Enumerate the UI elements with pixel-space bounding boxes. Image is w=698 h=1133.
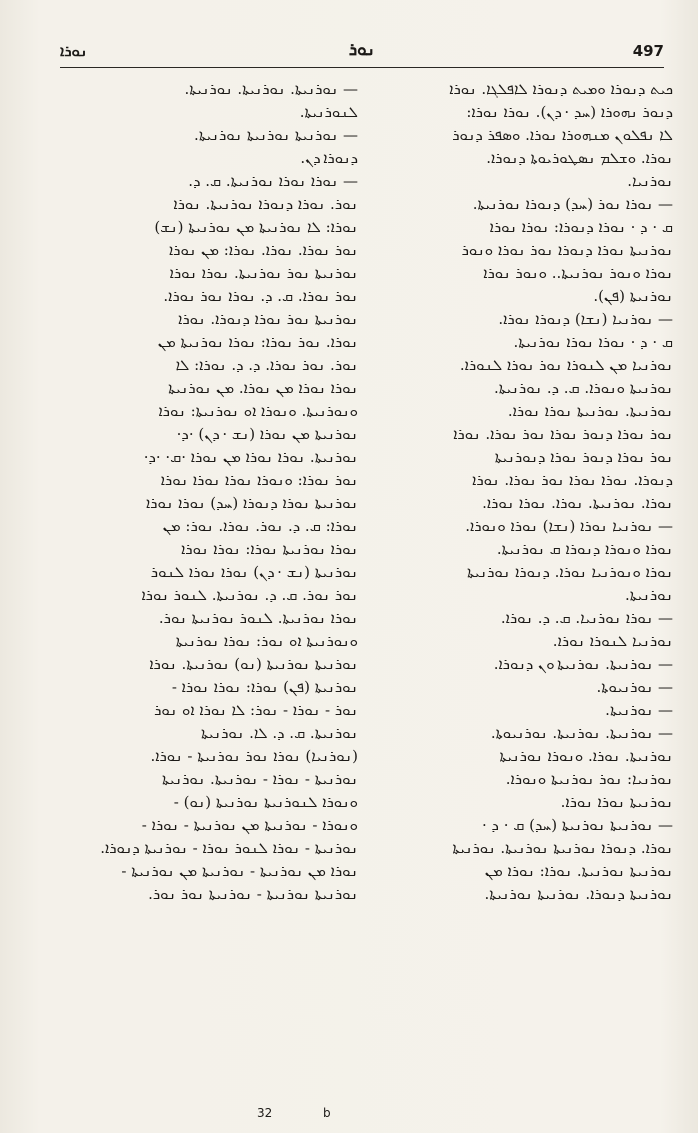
page-footer [0, 1106, 698, 1122]
running-head-left: ܢܘܪܐ [60, 42, 88, 60]
text-line: ܢܘܪ ܢܘܪܐ. ܢܘܪܐ. ܢܘܪܐ: ܡܢ ܢܘܪܐ [168, 241, 358, 259]
text-line: ܢܘܪܢܝܬܐ ܢܘܪ ܢܘܪܢܝܬܐ. ܢܘܪܐ ܢܘܪܐ [169, 264, 358, 282]
text-line: ܕܢܘܪܐ. ܢܘܪܐ ܢܘܪܐ ܢܘܪ ܢܘܪܐ. ܢܘܪܐ [472, 471, 673, 489]
text-line: ܢܘܪܐ: ܠܐ ܢܘܪܢܝܬܐ ܡܢ ܢܘܪܢܝܬܐ (ܢܫ) [154, 218, 358, 236]
text-line: ܢܘܪܢܝܬܐ ܢܘܪܐ ܢܘܪܐ. [560, 793, 673, 811]
text-line: ܢܘܪ ܢܘܪ. ܩ. ܕ. ܢܘܪܢܝܬܐ. ܠܢܘܪ ܢܘܪܐ [141, 586, 358, 604]
text-line: — ܢܘܪܐ ܢܘܪ (ܚܕ) ܕܢܘܪܐ ܢܘܪܢܝܬܐ. [472, 195, 673, 213]
text-line: ܢܘܪܐ ܢܘܪܐ ܡܢ ܢܘܪܐ. ܡܢ ܢܘܪܢܝܬܐ [168, 379, 358, 397]
page-header [60, 38, 664, 68]
text-line: ܢܘܪܢܝܐ ܡܢ ܠܢܘܪܐ ܢܘܪ ܢܘܪܐ ܠܢܘܪܐ. [459, 356, 673, 374]
text-line: — ܢܘܪܢܝܬܐ. ܢܘܪܢܝܬܐ ܘܢ ܕܢܘܪܐ. [493, 655, 673, 673]
text-line: ܢܘܪܐ ܘܢܘܪ ܢܘܪܢܝܬܐ.. ܘܢܘܪ ܢܘܪܐ [483, 264, 673, 282]
text-line: ܢܘܪܢܝܬܐ ܕܢܘܪܐ. ܢܘܪܢܝܬܐ ܢܘܪܢܝܬܐ. [484, 885, 673, 903]
text-line: ܠܐ ܢܦܠܘܢ ܡܢܗܘܪܐ ܢܘܪܐ. ܘܣܦܪ ܕܢܘܪ [452, 126, 673, 144]
text-line: ܢܘܪܢܝܬܐ (ܦܢ). [593, 287, 673, 305]
text-line: ܘܢܘܪܢܝܬܐ ܐܘ ܢܘܪ: ܢܘܪܐ ܢܘܪܢܝܬܐ [175, 632, 358, 650]
text-line: ܩ · ܕ · ܢܘܪܐ ܢܘܪܐ ܢܘܪܢܝܬܐ. [513, 333, 673, 351]
text-line: — ܢܘܪܢܝܐ (ܢܫܐ) ܕܢܘܪܐ ܢܘܪܐ. [498, 310, 673, 328]
text-line: ܢܘܪܢܝܬܐ. ܢܘܪܢܝܬܐ ܢܘܪܐ ܢܘܪܐ. [507, 402, 673, 420]
text-line: ܢܘܪ ܢܘܪܐ. ܩ. ܕ. ܢܘܪܐ ܢܘܪ ܢܘܪܐ. [163, 287, 358, 305]
text-line: ܢܘܪܐ ܡܢ ܢܘܪܢܝܬܐ - ܢܘܪܢܝܬܐ ܡܢ ܢܘܪܢܝܬܐ - [121, 862, 358, 880]
text-line: — ܢܘܪܢܝܬܐ. [605, 701, 673, 719]
text-line: ܢܘܪܢܝܬܐ ܢܘܪܢܝܬܐ. ܢܘܪܐ: ܢܘܪܐ ܡܢ [484, 862, 673, 880]
text-line: ܢܘܪܢܝܬܐ ܢܘܪܐ ܕܢܘܪܐ ܢܘܪ ܢܘܪܐ ܘܢܘܪ [461, 241, 673, 259]
text-line: ܢܘܪܢܝܬܐ - ܢܘܪܐ ܠܢܘܪ ܢܘܪܐ - ܢܘܪܢܝܬܐ ܕܢܘܪܐ. [100, 839, 358, 857]
text-line: ܢܘܪܐ. ܢܘܪ ܢܘܪܐ: ܢܘܪܐ ܢܘܪܢܝܬܐ ܡܢ [157, 333, 358, 351]
text-line: ܢܘܪܢܝܬܐ. ܢܘܪܐ ܢܘܪܐ ܡܢ ܢܘܪܐ ·ܩ· ·ܕ· [143, 448, 358, 466]
text-line: ܢܘܪܢܝܐ. [627, 172, 673, 190]
text-line: — ܢܘܪܢܝܬܐ. ܢܘܪܢܝܬܐ. ܢܘܪܢܝܬܐ. [184, 80, 358, 98]
text-line: ܢܘܪܢܝܬܐ. ܩ. ܕ. ܠܐ. ܢܘܪܢܝܬܐ [201, 724, 358, 742]
text-line: ܢܘܪܐ. ܘܫܠܡ ܢܣܛܘܪܝܘܬܐ ܕܢܘܪܐ. [486, 149, 673, 167]
text-line: ܢܘܪܢܝܐ ܠܢܘܪܐ ܢܘܪܐ. [552, 632, 673, 650]
text-line: ܟܝܬ ܕܢܘܪܐ ܘܡܝܬ ܕܢܘܪܐ ܠܐܦܠܓܐ. ܢܘܪܐ [449, 80, 673, 98]
text-line: ܢܘܪܐ. ܢܘܪܢܝܬܐ. ܢܘܪܐ. ܢܘܪܐ ܢܘܪܐ. [482, 494, 673, 512]
text-line: ܢܘܪܢܝܬܐ - ܢܘܪܐ - ܢܘܪܢܝܬܐ. ܢܘܪܢܝܬܐ [162, 770, 358, 788]
text-line: ܢܘܪ ܢܘܪܐ ܕܢܘܪ ܢܘܪܐ ܕܢܘܪܢܝܬܐ [494, 448, 673, 466]
text-line: ܢܘܪܢܝܬܐ ܢܘܪܢܝܬܐ (ܢܘ) ܢܘܪܢܝܬܐ. ܢܘܪܐ [149, 655, 358, 673]
text-line: — ܢܘܪܢܝܬܐ. ܢܘܪܢܝܬܐ. ܢܘܪܢܝܘܬܐ. [490, 724, 673, 742]
signature-number: 32 [257, 1106, 273, 1120]
text-line: ܢܘܪ ܢܘܪܐ ܕܢܘܪ ܢܘܪܐ ܢܘܪ ܢܘܪܐ. ܢܘܪܐ [453, 425, 673, 443]
text-line: ܢܘܪܢܝܬܐ ܘܢܘܪܐ. ܩ. ܕ. ܢܘܪܢܝܬܐ. [494, 379, 673, 397]
text-line: ܕܢܘܪܐ ܕܢ. [300, 149, 358, 167]
running-head-center: ܢܘܪ [348, 40, 376, 60]
text-line: ܢܘܪܢܝܬܐ (ܦܢ) ܢܘܪܐ: ܢܘܪܐ ܢܘܪܐ - [171, 678, 358, 696]
text-line: ܢܘܪ ܢܘܪܐ: ܘܢܘܪܐ ܢܘܪܐ ܢܘܪܐ ܢܘܪܐ [160, 471, 358, 489]
text-column-right [381, 78, 673, 906]
text-line: — ܢܘܪܢܝܬܐ ܢܘܪܢܝܬܐ ܢܘܪܢܝܬܐ. [194, 126, 358, 144]
text-line: ܢܘܪܢܝܬܐ ܡܢ ܢܘܪܐ (ܢܫ · ܕܢ) ·ܕ· [176, 425, 358, 443]
text-line: ܕܢܘܪ ܢܗܘܪܐ (ܚܕ · ܕܢ). ܢܘܪܐ ܢܘܪܐ: [466, 103, 673, 121]
text-line: ܢܘܪ. ܢܘܪ ܢܘܪܐ. ܕ. ܕ. ܢܘܪܐ: ܠܐ [175, 356, 358, 374]
text-line: — ܢܘܪܐ ܢܘܪܢܝܐ. ܩ. ܕ. ܢܘܪܐ. [500, 609, 673, 627]
text-line: ܘܢܘܪܢܝܬܐ. ܘܢܘܪܐ ܐܘ ܢܘܪܢܝܬܐ: ܢܘܪܐ [158, 402, 358, 420]
text-line: ܢܘܪܢܝܬܐ ܢܘܪܐ ܕܢܘܪܐ (ܚܕ) ܢܘܪܐ ܢܘܪܐ [145, 494, 358, 512]
text-line: ܢܘܪܢܝܬܐ. ܢܘܪܐ. ܘܢܘܪܐ ܢܘܪܢܝܬܐ [499, 747, 673, 765]
text-line: — ܢܘܪܢܝܘܬܐ. [596, 678, 673, 696]
text-line: ܢܘܪ. ܢܘܪܐ ܕܢܘܪܐ ܢܘܪܢܝܬܐ. ܢܘܪܐ [173, 195, 358, 213]
text-column-left [66, 78, 358, 906]
text-line: ܢܘܪܢܝܬܐ ܢܘܪܢܝܬܐ - ܢܘܪܢܝܬܐ ܢܘܪ ܢܘܪ. [148, 885, 358, 903]
text-line: ܢܘܪܐ ܢܘܪܢܝܬܐ. ܠܢܘܪ ܢܘܪܢܝܬܐ ܢܘܪ. [158, 609, 358, 627]
signature-letter: b [323, 1106, 331, 1120]
text-line: ܠܢܘܪܢܝܬܐ. [299, 103, 358, 121]
text-line: ܢܘܪܢܝܬܐ ܢܘܪ ܢܘܪܐ ܕܢܘܪܐ. ܢܘܪܐ [178, 310, 358, 328]
text-line: (ܢܘܪܢܝܐ) ܢܘܪܐ ܢܘܪ ܢܘܪܢܝܬܐ - ܢܘܪܐ. [150, 747, 358, 765]
text-line: ܢܘܪܐ. ܕܢܘܪܐ ܢܘܪܢܝܬܐ ܢܘܪܢܝܬܐ. ܢܘܪܢܝܬܐ [452, 839, 673, 857]
text-line: — ܢܘܪܢܝܬܐ ܢܘܪܢܝܬܐ (ܚܕ) ܩ · ܕ · [481, 816, 673, 834]
text-line: ܩ · ܕ · ܢܘܪܐ ܕܢܘܪܐ: ܢܘܪܐ ܢܘܪܐ [489, 218, 673, 236]
text-line: ܢܘܪܐ ܢܘܪܢܝܬܐ ܢܘܪܐ: ܢܘܪܐ ܢܘܪܐ [181, 540, 358, 558]
text-line: ܢܘܪܢܝܐ: ܢܘܪ ܢܘܪܢܝܬܐ ܘܢܘܪܐ. [505, 770, 673, 788]
text-line: ܢܘܪܢܝܬܐ (ܢܫ · ܕܢ) ܢܘܪܐ ܢܘܪܐ ܠܢܘܪ [150, 563, 358, 581]
text-line: ܢܘܪܐ: ܩ. ܕ. ܢܘܪ. ܢܘܪܐ. ܢܘܪ: ܡܢ [162, 517, 358, 535]
header-rule [60, 67, 664, 68]
text-line: ܢܘܪܐ ܘܢܘܪܐ ܕܢܘܪܐ ܩ ܢܘܪܢܝܬܐ. [496, 540, 673, 558]
page-number: 497 [632, 42, 664, 60]
text-line: — ܢܘܪܐ ܢܘܪܐ ܢܘܪܢܝܬܐ. ܩ. ܕ. [188, 172, 358, 190]
text-line: ܢܘܪ - ܢܘܪܐ - ܢܘܪ: ܠܐ ܢܘܪܐ ܐܘ ܢܘܪ [154, 701, 358, 719]
text-line: ܢܘܪܐ ܘܢܘܪܢܝܐ ܢܘܪܐ. ܕܢܘܪܐ ܢܘܪܢܝܬܐ [467, 563, 673, 581]
text-line: ܘܢܘܪܐ ܠܢܘܪܢܝܬܐ ܢܘܪܢܝܬܐ (ܢܘ) - [173, 793, 358, 811]
text-line: ܘܢܘܪܐ - ܢܘܪܢܝܬܐ ܡܢ ܢܘܪܢܝܬܐ - ܢܘܪܐ - [141, 816, 358, 834]
text-line: ܢܘܪܢܝܬܐ. [624, 586, 673, 604]
text-line: — ܢܘܪܢܝܐ ܢܘܪܐ (ܢܫܐ) ܢܘܪܐ ܘܢܘܪܐ. [465, 517, 673, 535]
